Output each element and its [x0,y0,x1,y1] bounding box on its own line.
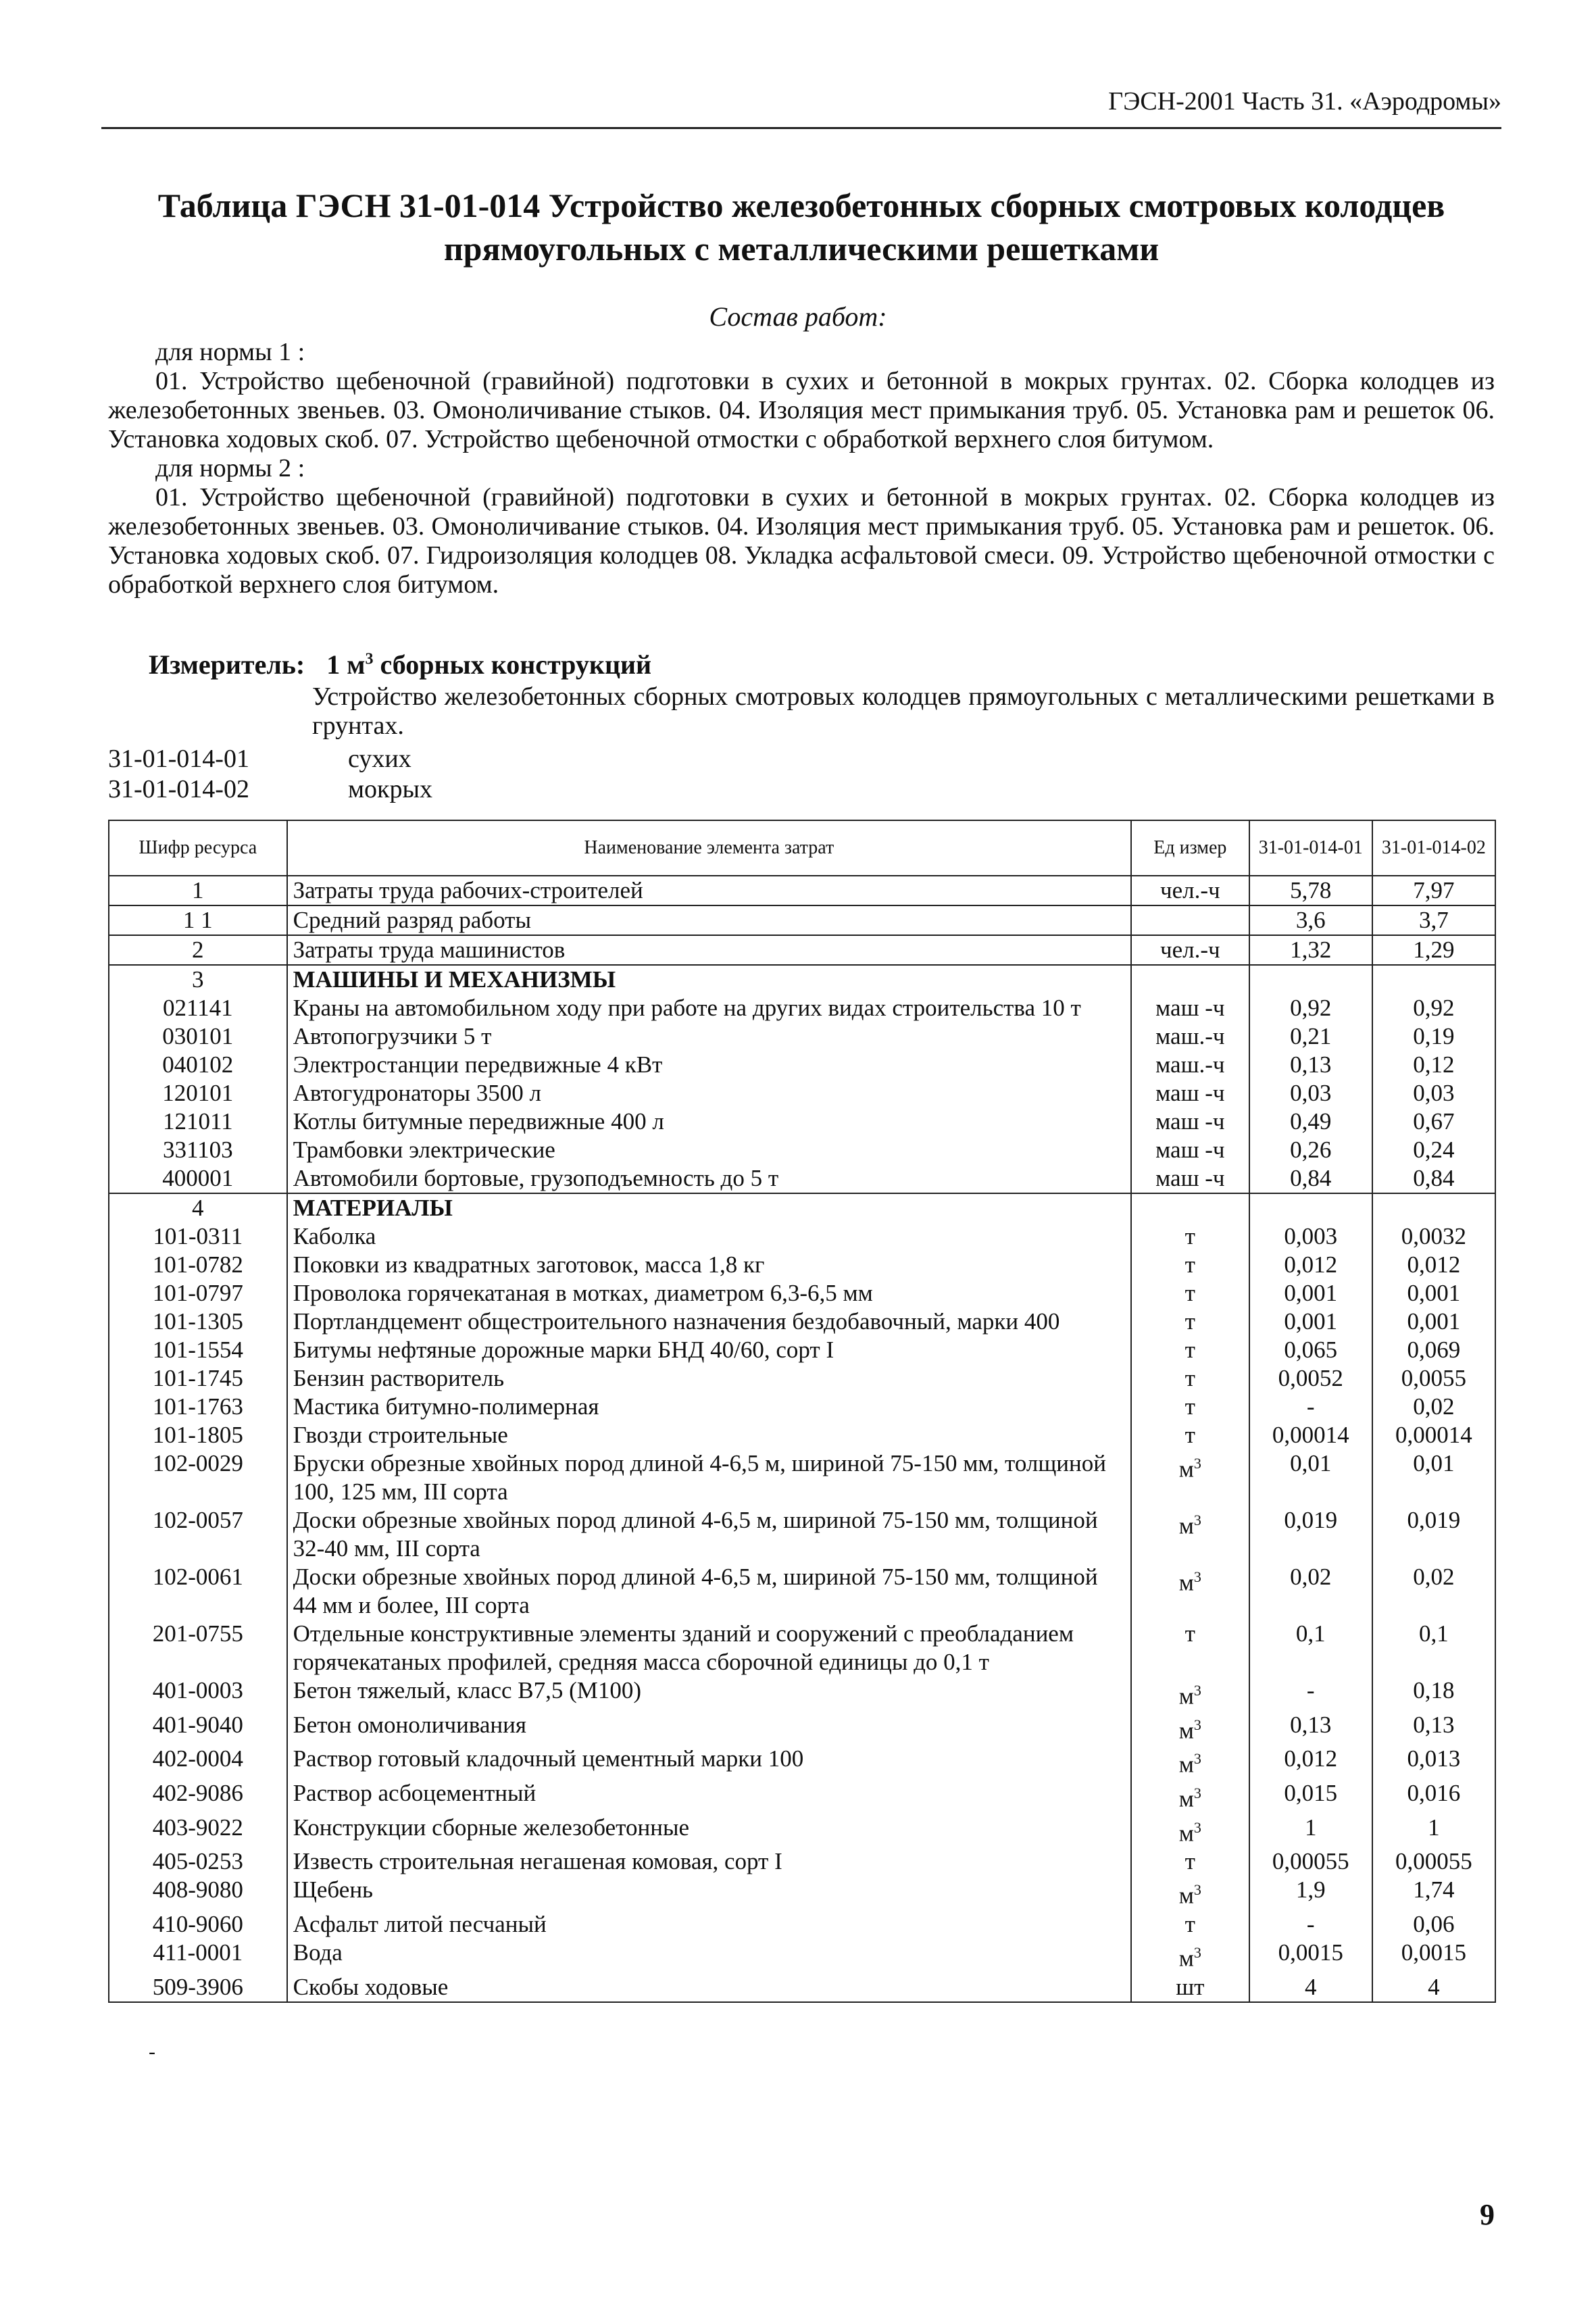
table-row [109,994,1495,1022]
value-col1: 5,78 [1249,876,1372,905]
header-col2: 31-01-014-02 [1372,820,1495,876]
table-row [109,1910,1495,1939]
resource-name: Автогудронаторы 3500 л [287,1079,1131,1107]
norm-code-label: сухих [348,745,412,773]
resource-unit: т [1131,1393,1249,1421]
resource-code: 201-0755 [109,1620,287,1676]
resource-name: Электростанции передвижные 4 кВт [287,1051,1131,1079]
resource-name: Известь строительная негашеная комовая, сорт I [287,1847,1131,1876]
value-col2: 0,019 [1372,1506,1495,1563]
value-col2: 0,0015 [1372,1939,1495,1973]
value-col2: 7,97 [1372,876,1495,905]
norm-code: 31-01-014-02 [108,775,249,803]
table-row [109,1251,1495,1279]
page-number: 9 [1480,2198,1495,2231]
table-row [109,1506,1495,1563]
value-col1: 0,13 [1249,1711,1372,1745]
resource-code: 401-0003 [109,1676,287,1711]
resource-name: Автопогрузчики 5 т [287,1022,1131,1051]
header-col1: 31-01-014-01 [1249,820,1372,876]
norm1-text: 01. Устройство щебеночной (гравийной) подготовки в сухих и бетонной в мокрых грунтах. 02. Сборка колодцев из железобетонных звеньев. 03. Омоноличивание стыков. 04. Изоляция мест примыкания труб. 05. Установка рам и решеток 06. Установка ходовых скоб. 07. Устройство щебеночной отмостки с обработкой верхнего слоя битумом. [108,367,1495,453]
value-col2: 0,06 [1372,1910,1495,1939]
value-col1: 1,9 [1249,1876,1372,1910]
value-col2: 0,001 [1372,1279,1495,1308]
resource-code: 101-1763 [109,1393,287,1421]
resource-unit [1131,965,1249,994]
table-row [109,1973,1495,2002]
value-col2: 0,013 [1372,1745,1495,1779]
running-header: ГЭСН-2001 Часть 31. «Аэродромы» [1108,87,1501,116]
value-col2: 0,1 [1372,1620,1495,1676]
resource-unit: т [1131,1222,1249,1251]
resource-code: 1 1 [109,905,287,935]
value-col2: 0,13 [1372,1711,1495,1745]
value-col1: 0,065 [1249,1336,1372,1364]
table-row [109,1814,1495,1848]
value-col1: 0,02 [1249,1563,1372,1620]
table-row [109,1779,1495,1814]
resource-code: 101-1305 [109,1308,287,1336]
resource-code: 101-0782 [109,1251,287,1279]
value-col1: 0,019 [1249,1506,1372,1563]
table-row [109,1393,1495,1421]
value-col2: 0,67 [1372,1107,1495,1136]
resource-unit: $м^3$ [1131,1506,1249,1563]
resource-name: Щебень [287,1876,1131,1910]
header-rule [101,127,1501,129]
resource-code: 4 [109,1193,287,1222]
table-row [109,1222,1495,1251]
resource-unit: т [1131,1910,1249,1939]
value-col1: 0,015 [1249,1779,1372,1814]
value-col2: 0,12 [1372,1051,1495,1079]
value-col2: 0,18 [1372,1676,1495,1711]
norm2-label: для нормы 2 : [155,454,305,482]
resource-name: Вода [287,1939,1131,1973]
resource-name: Асфальт литой песчаный [287,1910,1131,1939]
norm-code: 31-01-014-01 [108,745,249,773]
table-row [109,1449,1495,1506]
table-row [109,1279,1495,1308]
value-col1: 0,84 [1249,1164,1372,1193]
resource-name: Бетон омоноличивания [287,1711,1131,1745]
table-row [109,1364,1495,1393]
table-row [109,876,1495,905]
value-col1: 1 [1249,1814,1372,1848]
table-row [109,1022,1495,1051]
value-col1: - [1249,1910,1372,1939]
resource-name: Доски обрезные хвойных пород длиной 4-6,5 м, шириной 75-150 мм, толщиной 32-40 мм, III сорта [287,1506,1131,1563]
resource-name: Каболка [287,1222,1131,1251]
resource-code: 102-0061 [109,1563,287,1620]
resource-code: 101-1745 [109,1364,287,1393]
value-col2: 0,0055 [1372,1364,1495,1393]
table-row [109,1336,1495,1364]
value-col1: 0,92 [1249,994,1372,1022]
value-col2: 0,02 [1372,1393,1495,1421]
resource-code: 400001 [109,1164,287,1193]
resource-name: Бензин растворитель [287,1364,1131,1393]
header-code: Шифр ресурса [109,820,287,876]
norm2-text: 01. Устройство щебеночной (гравийной) подготовки в сухих и бетонной в мокрых грунтах. 02. Сборка колодцев из железобетонных звеньев. 03. Омоноличивание стыков. 04. Изоляция мест примыкания труб. 05. Установка рам и решеток. 06. Установка ходовых скоб. 07. Гидроизоляция колодцев 08. Укладка асфальтовой смеси. 09. Устройство щебеночной отмостки с обработкой верхнего слоя битумом. [108,483,1495,599]
resource-unit: т [1131,1847,1249,1876]
resource-name: Скобы ходовые [287,1973,1131,2002]
table-title: Таблица ГЭСН 31-01-014 Устройство железобетонных сборных смотровых колодцев прямоугольных с металлическими решетками [157,186,1445,268]
table-row [109,1164,1495,1193]
resource-name: Битумы нефтяные дорожные марки БНД 40/60, сорт I [287,1336,1131,1364]
resource-name: Доски обрезные хвойных пород длиной 4-6,5 м, шириной 75-150 мм, толщиной 44 мм и более, III сорта [287,1563,1131,1620]
table-row [109,1079,1495,1107]
value-col2: 3,7 [1372,905,1495,935]
resource-unit: маш.-ч [1131,1022,1249,1051]
table-row [109,1308,1495,1336]
resource-code: 1 [109,876,287,905]
resource-name: Раствор готовый кладочный цементный марки 100 [287,1745,1131,1779]
resource-code: 402-9086 [109,1779,287,1814]
value-col1: 0,001 [1249,1308,1372,1336]
resource-unit: $м^3$ [1131,1779,1249,1814]
resources-table [108,820,1496,2003]
resource-unit: маш -ч [1131,1164,1249,1193]
resource-unit: $м^3$ [1131,1939,1249,1973]
resource-unit: $м^3$ [1131,1711,1249,1745]
resource-unit: маш.-ч [1131,1051,1249,1079]
resource-code: 408-9080 [109,1876,287,1910]
value-col1: 0,0052 [1249,1364,1372,1393]
resource-name: Бетон тяжелый, класс В7,5 (М100) [287,1676,1131,1711]
table-row [109,1711,1495,1745]
norm1-label: для нормы 1 : [155,338,305,366]
resource-code: 102-0057 [109,1506,287,1563]
resource-name: Раствор асбоцементный [287,1779,1131,1814]
header-unit: Ед измер [1131,820,1249,876]
value-col1: 0,012 [1249,1745,1372,1779]
resource-unit: маш -ч [1131,994,1249,1022]
value-col2: 1,74 [1372,1876,1495,1910]
resource-code: 101-0797 [109,1279,287,1308]
value-col1: 4 [1249,1973,1372,2002]
resource-code: 040102 [109,1051,287,1079]
footer-mark: - [149,2041,155,2063]
value-col2: 0,016 [1372,1779,1495,1814]
work-composition-heading: Состав работ: [709,301,887,332]
resource-name: Проволока горячекатаная в мотках, диаметром 6,3-6,5 мм [287,1279,1131,1308]
resource-unit: маш -ч [1131,1107,1249,1136]
resource-code: 101-0311 [109,1222,287,1251]
table-row [109,1676,1495,1711]
resource-name: Портландцемент общестроительного назначения бездобавочный, марки 400 [287,1308,1131,1336]
resource-unit: $м^3$ [1131,1449,1249,1506]
resource-unit: маш -ч [1131,1079,1249,1107]
meter-label: Измеритель: [149,649,305,680]
resource-name: Затраты труда машинистов [287,935,1131,965]
resource-unit: т [1131,1364,1249,1393]
table-section-row [109,1193,1495,1222]
resource-unit: т [1131,1336,1249,1364]
resource-name: Средний разряд работы [287,905,1131,935]
value-col1: 0,003 [1249,1222,1372,1251]
table-row [109,1051,1495,1079]
value-col2 [1372,965,1495,994]
value-col2: 4 [1372,1973,1495,2002]
value-col1: 0,012 [1249,1251,1372,1279]
table-header-row [109,820,1495,876]
table-row [109,1563,1495,1620]
table-row [109,935,1495,965]
value-col1: 1,32 [1249,935,1372,965]
value-col2: 1 [1372,1814,1495,1848]
resource-code: 121011 [109,1107,287,1136]
value-col2: 0,00055 [1372,1847,1495,1876]
meter-line [149,649,651,680]
resource-code: 410-9060 [109,1910,287,1939]
resource-unit: $м^3$ [1131,1814,1249,1848]
resource-unit: $м^3$ [1131,1745,1249,1779]
resource-code: 401-9040 [109,1711,287,1745]
table-row [109,1745,1495,1779]
table-row [109,1136,1495,1164]
resource-unit: т [1131,1421,1249,1449]
meter-value: 1 $м^3$ сборных конструкций [326,649,652,680]
value-col2: 0,02 [1372,1563,1495,1620]
resource-code: 101-1554 [109,1336,287,1364]
value-col2: 0,01 [1372,1449,1495,1506]
resource-unit [1131,1193,1249,1222]
norm-code-label: мокрых [348,775,433,803]
table-row [109,1620,1495,1676]
table-section-row [109,965,1495,994]
resource-unit: маш -ч [1131,1136,1249,1164]
resource-unit: $м^3$ [1131,1563,1249,1620]
resource-code: 101-1805 [109,1421,287,1449]
table-row [109,1107,1495,1136]
norm-code-row [108,774,432,804]
value-col2: 0,012 [1372,1251,1495,1279]
value-col2: 1,29 [1372,935,1495,965]
value-col1: - [1249,1393,1372,1421]
resource-unit: $м^3$ [1131,1676,1249,1711]
value-col2: 0,069 [1372,1336,1495,1364]
resource-name: Мастика битумно-полимерная [287,1393,1131,1421]
value-col1: 0,1 [1249,1620,1372,1676]
resource-name: Котлы битумные передвижные 400 л [287,1107,1131,1136]
resource-name: Бруски обрезные хвойных пород длиной 4-6,5 м, шириной 75-150 мм, толщиной 100, 125 мм, III сорта [287,1449,1131,1506]
resource-name: МАШИНЫ И МЕХАНИЗМЫ [287,965,1131,994]
value-col2: 0,00014 [1372,1421,1495,1449]
value-col1: 0,01 [1249,1449,1372,1506]
table-row [109,905,1495,935]
resource-unit: шт [1131,1973,1249,2002]
value-col2: 0,24 [1372,1136,1495,1164]
resource-code: 102-0029 [109,1449,287,1506]
resource-name: Трамбовки электрические [287,1136,1131,1164]
resource-name: Автомобили бортовые, грузоподъемность до 5 т [287,1164,1131,1193]
resource-code: 120101 [109,1079,287,1107]
resource-name: Краны на автомобильном ходу при работе на других видах строительства 10 т [287,994,1131,1022]
meter-description: Устройство железобетонных сборных смотровых колодцев прямоугольных с металлическими решетками в грунтах. [312,682,1495,740]
resource-unit: чел.-ч [1131,935,1249,965]
value-col1: 0,13 [1249,1051,1372,1079]
resource-code: 402-0004 [109,1745,287,1779]
resource-unit: т [1131,1251,1249,1279]
table-row [109,1847,1495,1876]
value-col1: 0,26 [1249,1136,1372,1164]
resource-unit: т [1131,1308,1249,1336]
resource-name: Затраты труда рабочих-строителей [287,876,1131,905]
header-name: Наименование элемента затрат [287,820,1131,876]
value-col1: 0,00055 [1249,1847,1372,1876]
work-composition [108,338,1495,599]
table-row [109,1421,1495,1449]
norm-code-row [108,744,412,774]
value-col1: 0,001 [1249,1279,1372,1308]
resource-name: Отдельные конструктивные элементы зданий и сооружений с преобладанием горячекатаных профилей, средняя масса сборочной единицы до 0,1 т [287,1620,1131,1676]
value-col2: 0,001 [1372,1308,1495,1336]
resource-code: 509-3906 [109,1973,287,2002]
resource-name: МАТЕРИАЛЫ [287,1193,1131,1222]
resources-table-body [109,820,1495,2002]
value-col1: 0,00014 [1249,1421,1372,1449]
value-col2: 0,03 [1372,1079,1495,1107]
resource-unit: т [1131,1620,1249,1676]
resource-unit: чел.-ч [1131,876,1249,905]
value-col1: 3,6 [1249,905,1372,935]
resource-code: 021141 [109,994,287,1022]
resource-name: Поковки из квадратных заготовок, масса 1,8 кг [287,1251,1131,1279]
resource-code: 405-0253 [109,1847,287,1876]
resource-code: 403-9022 [109,1814,287,1848]
table-row [109,1939,1495,1973]
value-col1: 0,21 [1249,1022,1372,1051]
value-col1 [1249,965,1372,994]
resource-code: 030101 [109,1022,287,1051]
resource-code: 2 [109,935,287,965]
value-col2 [1372,1193,1495,1222]
resource-code: 331103 [109,1136,287,1164]
resource-name: Гвозди строительные [287,1421,1131,1449]
value-col1: - [1249,1676,1372,1711]
value-col2: 0,92 [1372,994,1495,1022]
resource-code: 411-0001 [109,1939,287,1973]
resource-unit: т [1131,1279,1249,1308]
value-col2: 0,19 [1372,1022,1495,1051]
resource-unit [1131,905,1249,935]
value-col1: 0,49 [1249,1107,1372,1136]
value-col2: 0,84 [1372,1164,1495,1193]
value-col1: 0,0015 [1249,1939,1372,1973]
resource-name: Конструкции сборные железобетонные [287,1814,1131,1848]
table-row [109,1876,1495,1910]
value-col2: 0,0032 [1372,1222,1495,1251]
value-col1: 0,03 [1249,1079,1372,1107]
resource-unit: $м^3$ [1131,1876,1249,1910]
value-col1 [1249,1193,1372,1222]
resource-code: 3 [109,965,287,994]
